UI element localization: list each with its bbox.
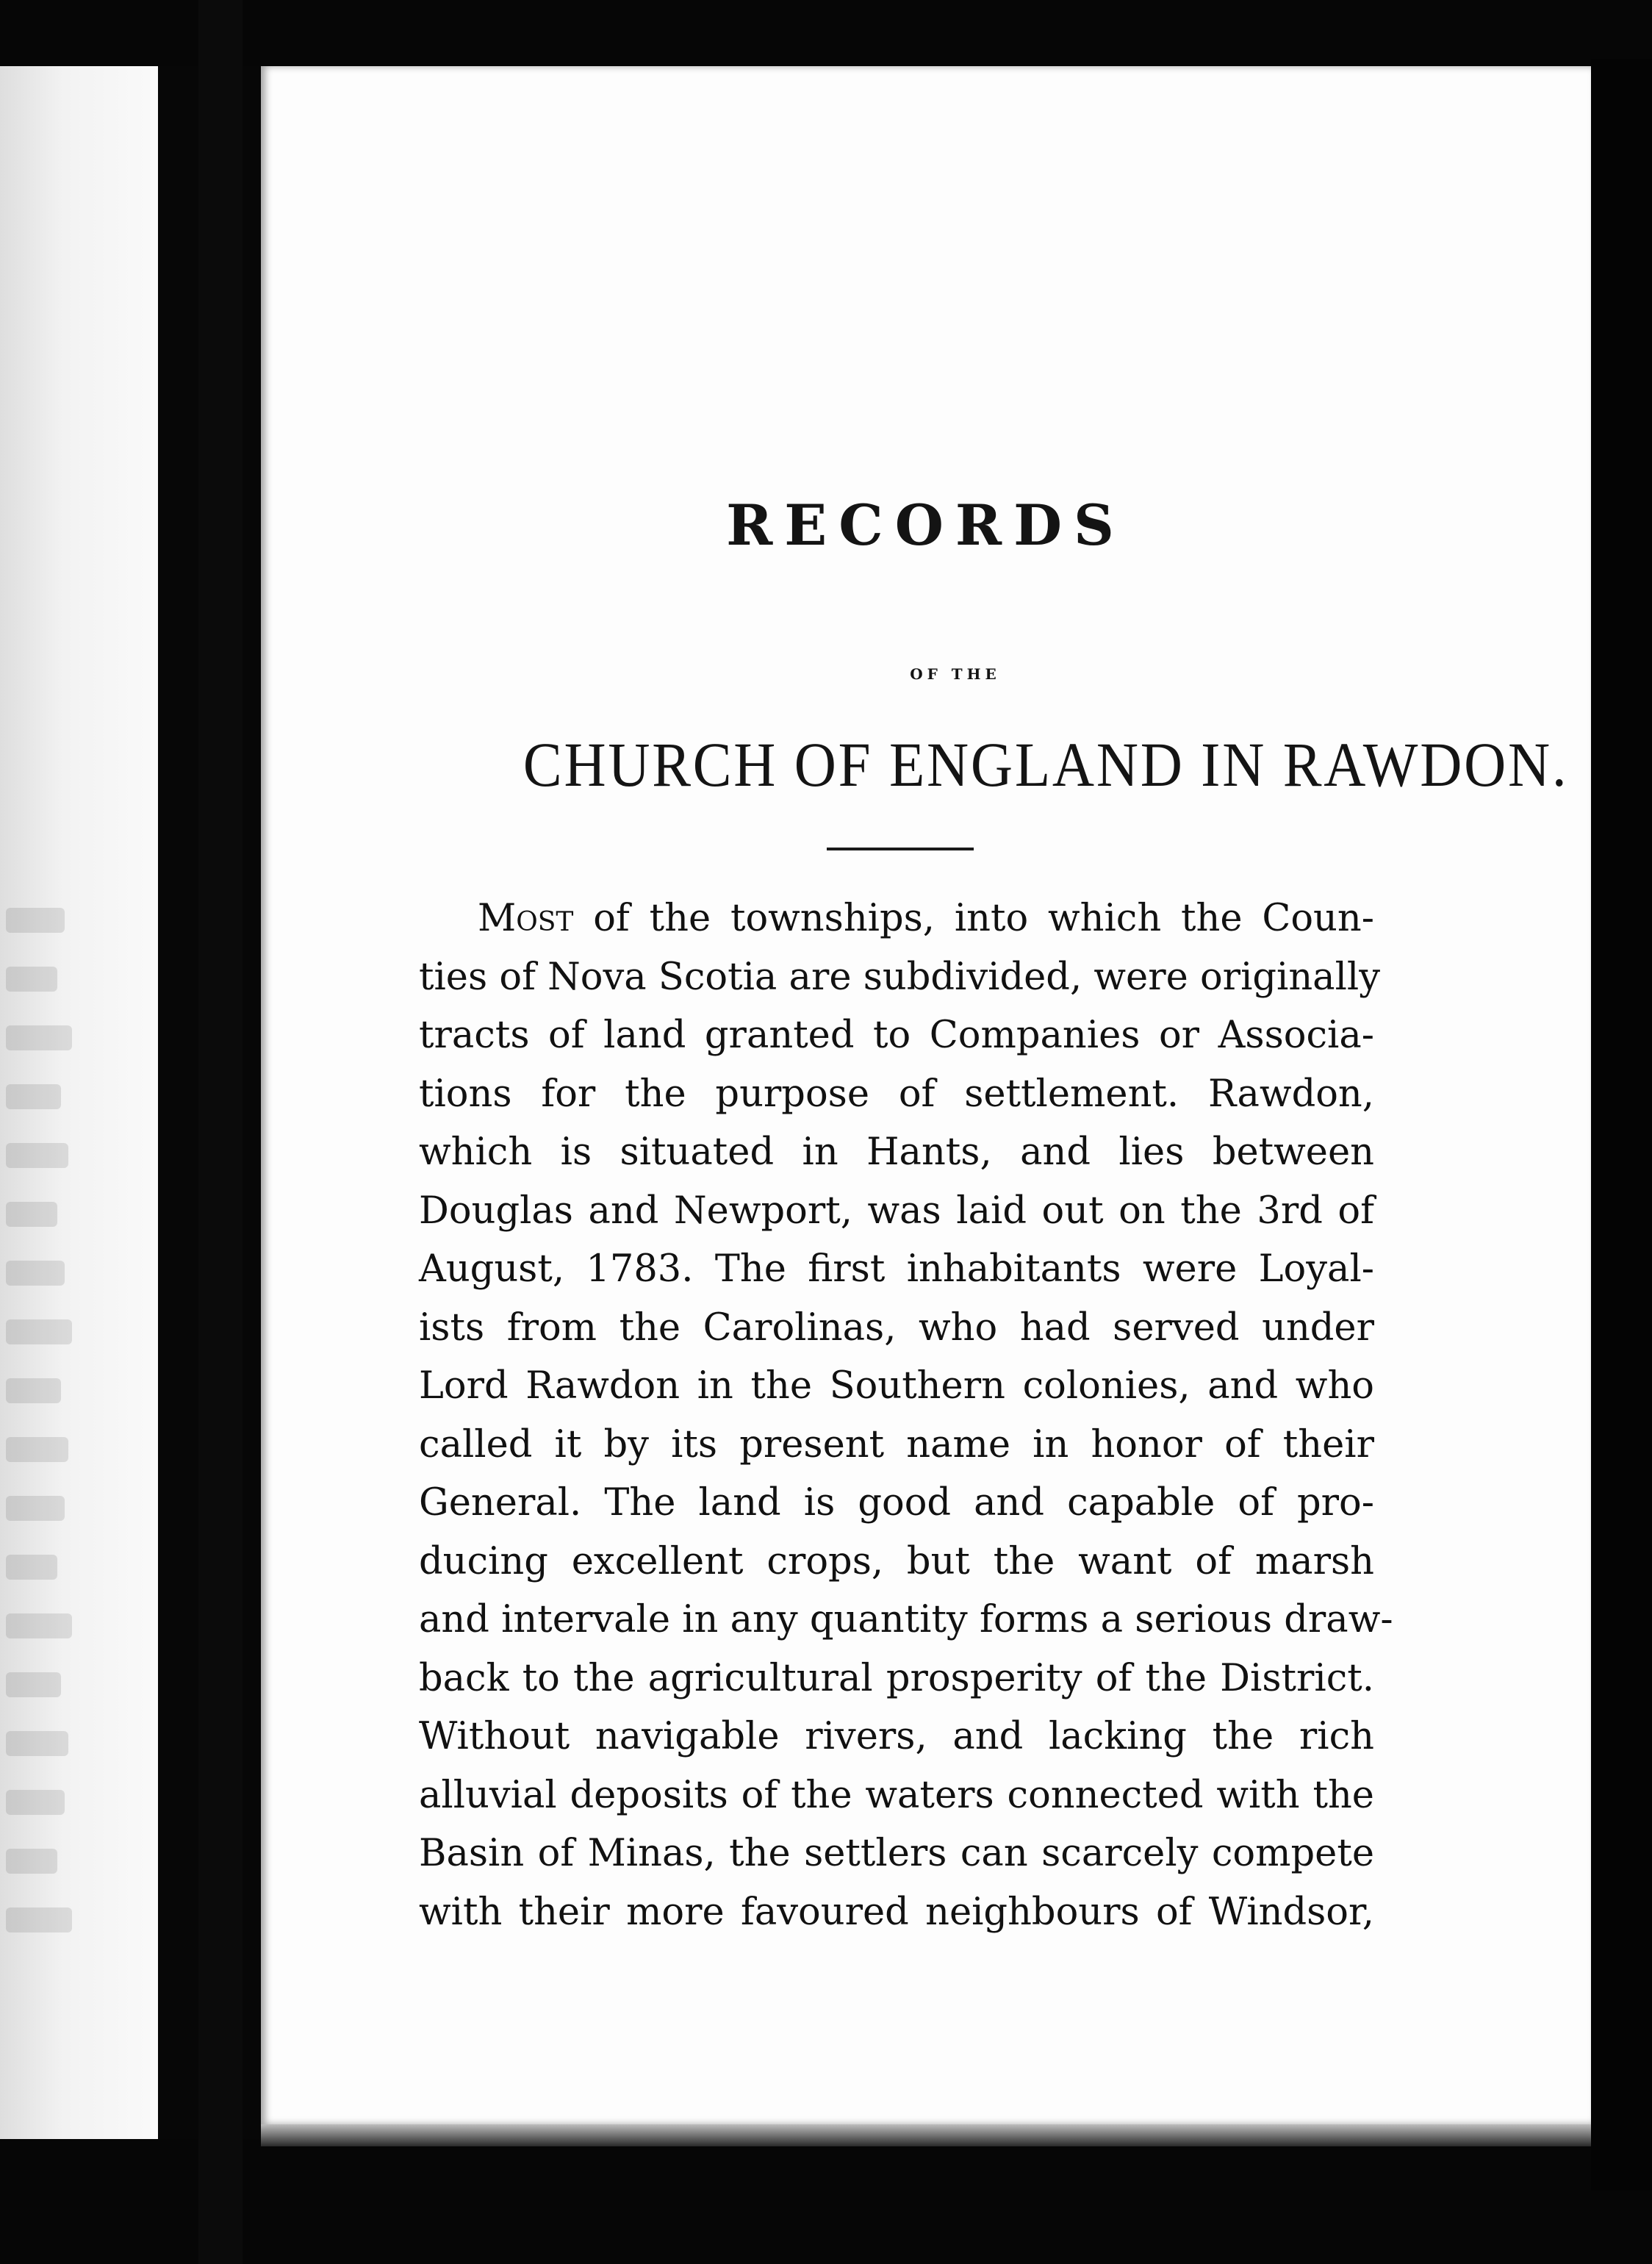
bleed-through-mark [6, 1672, 61, 1697]
bleed-through-mark [6, 1731, 68, 1756]
bleed-through-mark [6, 908, 65, 933]
text-line-content: of the townships, into which the Coun- [573, 897, 1374, 940]
subheading-of-the: OF THE [910, 665, 1001, 683]
bleed-through-mark [6, 1790, 65, 1815]
text-line: ducing excellent crops, but the want of marsh [419, 1539, 1374, 1583]
bleed-through-mark [6, 1496, 65, 1521]
text-line: with their more favoured neighbours of Windsor, [419, 1890, 1374, 1934]
bleed-through-mark [6, 1143, 68, 1168]
bleed-through-mark [6, 1437, 68, 1462]
text-line: ists from the Carolinas, who had served under [419, 1305, 1374, 1350]
text-line: alluvial deposits of the waters connected with the [419, 1773, 1374, 1817]
bleed-through-mark [6, 1084, 61, 1109]
bleed-through-mark [6, 1025, 72, 1050]
text-line: called it by its present name in honor of their [419, 1422, 1374, 1466]
bleed-through-mark [6, 1613, 72, 1638]
text-line: General. The land is good and capable of pro- [419, 1481, 1374, 1525]
right-edge-shadow [1591, 59, 1652, 2190]
heading-records: RECORDS [726, 492, 1126, 558]
text-line: August, 1783. The first inhabitants were Loyal- [419, 1247, 1374, 1291]
bleed-through-mark [6, 967, 57, 992]
text-line: back to the agricultural prosperity of the District. [419, 1656, 1374, 1700]
text-line [419, 889, 1374, 948]
text-line: and intervale in any quantity forms a serious draw- [419, 1598, 1393, 1641]
body-paragraph [419, 889, 1393, 1941]
text-line: Without navigable rivers, and lacking the rich [419, 1715, 1374, 1758]
bleed-through-mark [6, 1907, 72, 1932]
bleed-through-mark [6, 1555, 57, 1580]
text-line: tions for the purpose of settlement. Rawdon, [419, 1072, 1374, 1116]
text-line: tracts of land granted to Companies or Associa- [419, 1014, 1374, 1057]
text-line: Basin of Minas, the settlers can scarcely compete [419, 1832, 1374, 1875]
bleed-through-mark [6, 1378, 61, 1403]
text-line: ties of Nova Scotia are subdivided, were originally [419, 955, 1381, 999]
text-line: which is situated in Hants, and lies between [419, 1131, 1374, 1174]
bleed-through-mark [6, 1849, 57, 1874]
spine-shadow [198, 0, 243, 2264]
text-line: Douglas and Newport, was laid out on the 3rd of [419, 1189, 1374, 1233]
facing-page-left [0, 66, 158, 2139]
bleed-through-mark [6, 1202, 57, 1227]
page-bottom-edge [261, 2124, 1591, 2146]
page-right [261, 66, 1591, 2124]
bleed-through-mark [6, 1261, 65, 1286]
bleed-through-mark [6, 1319, 72, 1344]
text-line: Lord Rawdon in the Southern colonies, and who [419, 1364, 1374, 1408]
title-divider [827, 848, 974, 850]
page-title: CHURCH OF ENGLAND IN RAWDON. [522, 729, 1569, 800]
first-word: Most [478, 897, 574, 940]
